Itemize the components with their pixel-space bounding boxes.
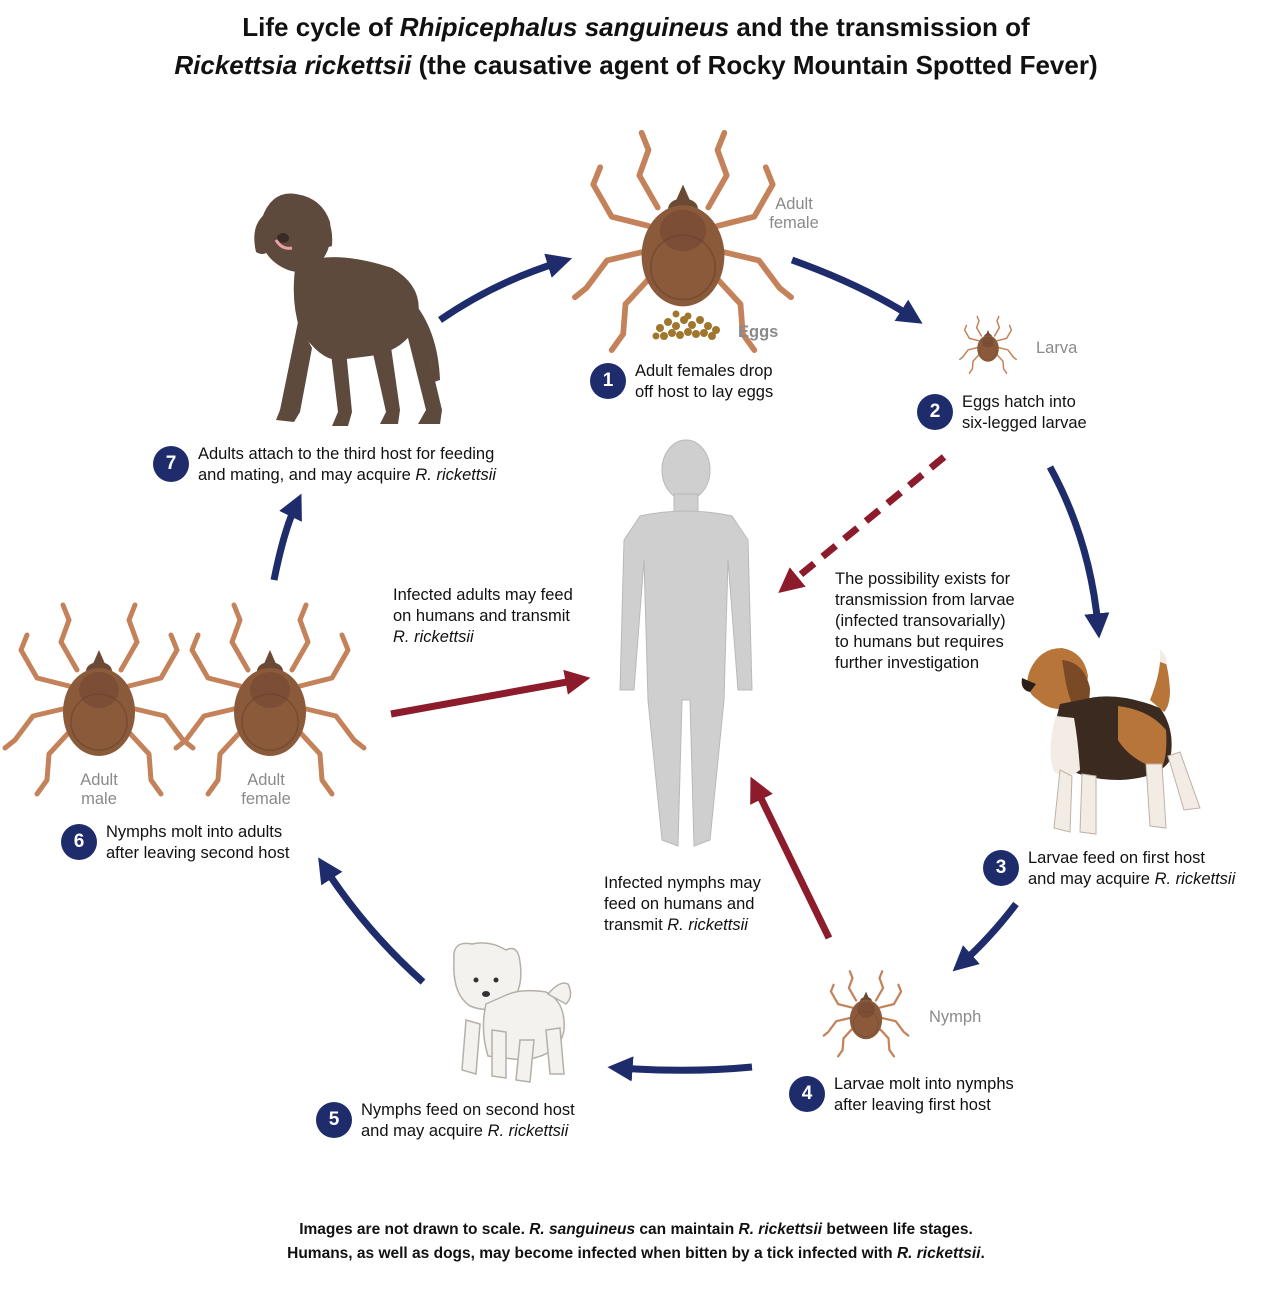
step-line-italic: R. rickettsii [1154,870,1236,888]
step-line [1028,869,1235,890]
adult-male-tick-icon [5,605,193,794]
step-line: Adults attach to the third host for feeding [198,445,495,463]
footer-text: Images are not drawn to scale. [299,1221,530,1238]
step-line [635,382,773,403]
footer-text: . [980,1245,985,1262]
step-number-badge: 3 [983,850,1019,886]
arrow-adults-to-human [391,680,578,714]
step-line-text: and mating, and may acquire [198,466,416,484]
note-italic: R. rickettsii [667,916,748,934]
step-line-text: and may acquire [361,1122,488,1140]
arrow-4-to-5 [620,1067,752,1070]
step-line-text: after leaving second host [106,844,290,862]
step-text [834,1074,1014,1116]
nymph-tick-icon [824,971,909,1056]
step-line-text: off host to lay eggs [635,383,774,401]
footer-note [0,1218,1272,1266]
label-adult-female-left [228,771,304,809]
eggs-icon [653,311,721,341]
note-infected-adults [393,585,573,648]
label-eggs: Eggs [738,323,779,341]
step-number-badge: 7 [153,446,189,482]
title-text: and the transmission of [729,12,1030,42]
label-line: male [81,790,117,808]
step-line: Larvae feed on first host [1028,849,1206,867]
label-line: Adult [80,771,118,789]
arrow-6-to-7 [274,505,296,580]
label-adult-female-top [756,195,832,233]
arrow-nymphs-to-human [756,788,829,938]
label-larva: Larva [1036,339,1078,357]
step-text [198,444,496,486]
arrow-2-to-3 [1050,467,1098,626]
footer-italic: R. sanguineus [529,1221,636,1238]
step-line-text: six-legged larvae [962,414,1087,432]
step-number-badge: 4 [789,1076,825,1112]
note-line: Infected nymphs may [604,874,761,892]
note-text: transmit [604,916,668,934]
arrow-3-to-4 [962,904,1016,963]
white-dog-icon [454,943,571,1082]
note-line: (infected transovarially) [835,612,1006,630]
label-line: female [769,214,819,232]
note-line: on humans and transmit [393,607,571,625]
step-text [361,1100,575,1142]
step-line: Adult females drop [635,362,773,380]
note-line: further investigation [835,654,979,672]
note-line: Infected adults may feed [393,586,573,604]
step-number-badge: 6 [61,824,97,860]
note-infected-nymphs [604,873,761,936]
footer-line-1 [0,1218,1272,1242]
label-line: Adult [775,195,813,213]
title-text: (the causative agent of Rocky Mountain Spotted Fever) [411,50,1098,80]
step-line-text: and may acquire [1028,870,1155,888]
step-text [1028,848,1235,890]
arrow-5-to-6 [325,868,423,982]
note-larvae-possibility [835,569,1015,674]
step-number-badge: 2 [917,394,953,430]
label-line: Adult [247,771,285,789]
step-line: Nymphs molt into adults [106,823,283,841]
footer-line-2 [0,1242,1272,1266]
footer-text: between life stages. [822,1221,973,1238]
step-line [361,1121,575,1142]
note-line [604,915,761,936]
note-line: to humans but requires [835,633,1004,651]
title-pathogen: Rickettsia rickettsii [174,50,412,80]
step-number-badge: 5 [316,1102,352,1138]
step-line: Larvae molt into nymphs [834,1075,1014,1093]
footer-text: can maintain [635,1221,739,1238]
step-text [962,392,1087,434]
title-text: Life cycle of [242,12,400,42]
step-line [106,843,289,864]
step-text [106,822,289,864]
arrow-7-to-1 [440,262,560,320]
note-line: transmission from larvae [835,591,1015,609]
title-species: Rhipicephalus sanguineus [399,12,730,42]
footer-italic: R. rickettsii [896,1245,981,1262]
step-line-text: after leaving first host [834,1096,991,1114]
note-italic: R. rickettsii [393,628,474,646]
larva-tick-icon [960,317,1016,374]
step-number-badge: 1 [590,363,626,399]
step-line: Eggs hatch into [962,393,1076,411]
footer-text: Humans, as well as dogs, may become infected when bitten by a tick infected with [287,1245,897,1262]
arrow-1-to-2 [792,260,912,317]
step-line [834,1095,1014,1116]
step-text [635,361,773,403]
note-line: The possibility exists for [835,570,1011,588]
adult-female-tick-left-icon [176,605,364,794]
step-line-italic: R. rickettsii [415,466,497,484]
beagle-icon [1022,648,1200,834]
large-dog-icon [254,194,442,427]
step-line-italic: R. rickettsii [487,1122,569,1140]
label-nymph: Nymph [929,1008,982,1026]
step-line: Nymphs feed on second host [361,1101,575,1119]
step-line [962,413,1087,434]
arrow-larvae-to-human [788,457,944,585]
note-line: feed on humans and [604,895,755,913]
human-figure [620,440,752,846]
note-line [393,627,573,648]
footer-italic: R. rickettsii [738,1221,823,1238]
step-line [198,465,496,486]
label-line: female [241,790,291,808]
label-adult-male [63,771,135,809]
